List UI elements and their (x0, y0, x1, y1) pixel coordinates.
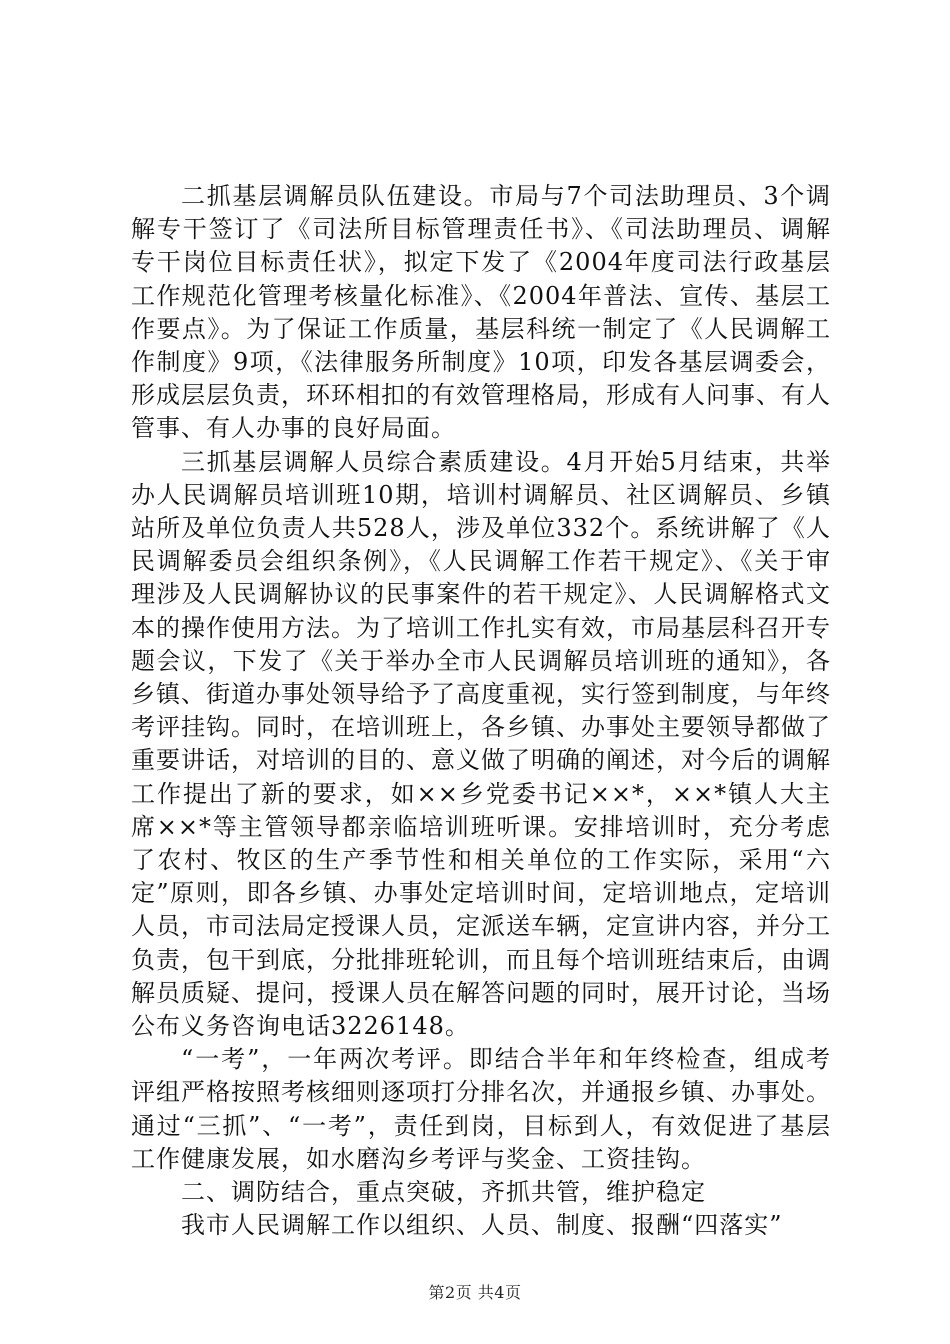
paragraph-training: 三抓基层调解人员综合素质建设。4月开始5月结束，共举办人民调解员培训班10期，培训村调解员、社区调解员、乡镇站所及单位负责人共528人，涉及单位332个。系统讲解了《人民调解委员会组织条例》，《人民调解工作若干规定》、《关于审理涉及人民调解协议的民事案件的若干规定》、人民调解格式文本的操作使用方法。为了培训工作扎实有效，市局基层科召开专题会议，下发了《关于举办全市人民调解员培训班的通知》，各乡镇、街道办事处领导给予了高度重视，实行签到制度，与年终考评挂钩。同时，在培训班上，各乡镇、办事处主要领导都做了重要讲话，对培训的目的、意义做了明确的阐述，对今后的调解工作提出了新的要求，如××乡党委书记××*，××*镇人大主席××*等主管领导都亲临培训班听课。安排培训时，充分考虑了农村、牧区的生产季节性和相关单位的工作实际，采用“六定”原则，即各乡镇、办事处定培训时间，定培训地点，定培训人员，市司法局定授课人员，定派送车辆，定宣讲内容，并分工负责，包干到底，分批排班轮训，而且每个培训班结束后，由调解员质疑、提问，授课人员在解答问题的同时，展开讨论，当场公布义务咨询电话3226148。 (131, 447, 831, 1041)
section-heading: 二、调防结合，重点突破，齐抓共管，维护稳定 (181, 1178, 706, 1207)
paragraph-grassroots-team: 二抓基层调解员队伍建设。市局与7个司法助理员、3个调解专干签订了《司法所目标管理责任书》、《司法助理员、调解专干岗位目标责任状》，拟定下发了《2004年度司法行政基层工作规范化管理考核量化标准》、《2004年普法、宣传、基层工作要点》。为了保证工作质量，基层科统一制定了《人民调解工作制度》9项，《法律服务所制度》10项，印发各基层调委会，形成层层负责，环环相扣的有效管理格局，形成有人问事、有人管事、有人办事的良好局面。 (131, 182, 831, 443)
paragraph-evaluation: “一考”，一年两次考评。即结合半年和年终检查，组成考评组严格按照考核细则逐项打分排名次，并通报乡镇、办事处。通过“三抓”、“一考”，责任到岗，目标到人，有效促进了基层工作健康发展，如水磨沟乡考评与奖金、工资挂钩。 (131, 1045, 831, 1173)
page-footer: 第2页 共4页 (428, 1283, 522, 1302)
paragraph-four-implementations: 我市人民调解工作以组织、人员、制度、报酬“四落实” (181, 1211, 783, 1240)
document-body (131, 180, 831, 1243)
